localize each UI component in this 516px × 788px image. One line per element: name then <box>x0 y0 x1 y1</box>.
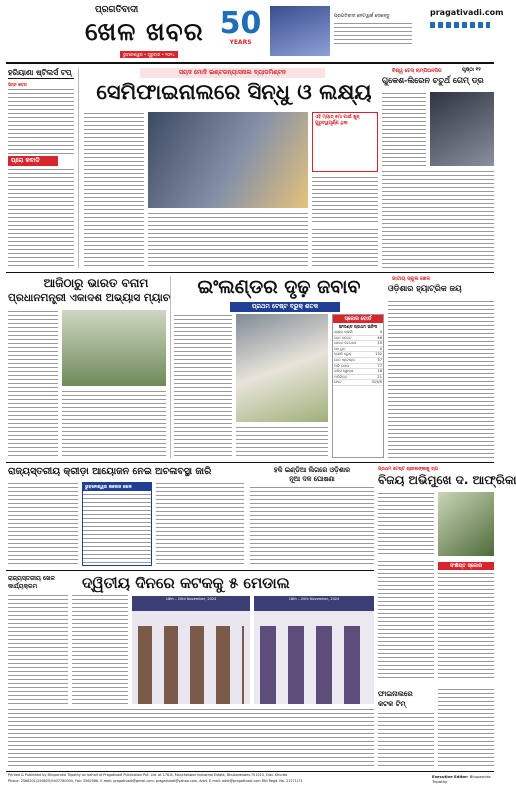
left-col-tag: ଭିନ୍ନ ଖବର <box>8 82 27 87</box>
scoreboard <box>332 314 384 458</box>
section-rule-1 <box>6 272 494 273</box>
medal-photo-2 <box>254 596 374 704</box>
publication-name: ପ୍ରଗତିବାଦୀ <box>95 5 139 15</box>
medal-text-2 <box>72 594 128 704</box>
scoreboard-table <box>333 330 383 386</box>
scoreboard-row <box>333 380 383 386</box>
scoreboard-runs: 10 <box>366 341 383 347</box>
promo-lines <box>334 22 412 46</box>
bottom-left-text-2 <box>156 482 244 566</box>
medal-kicker <box>8 575 78 591</box>
england-text-1 <box>174 314 232 458</box>
bottom-right-text <box>438 688 494 768</box>
section-rule-2 <box>6 462 494 463</box>
medal-headline: ଦ୍ୱିତୀୟ ଦିନରେ କଟକକୁ ୫ ମେଡାଲ <box>82 574 290 592</box>
pm-divider <box>170 276 171 458</box>
sa-strap: ପ୍ରଥମ ଟେଷ୍ଟ ଶ୍ରୀଲଙ୍କାକୁ ଚାପ <box>378 467 439 472</box>
scoreboard-title: ସ୍କୋର ବୋର୍ଡ <box>333 315 383 323</box>
footer-line-1: Printed & Published by Bhupendra Tripathy on behalf of Pragativadi Publication Pvt. Ltd. at 178-B, Mancheswar Industrial Estate, Bhubaneswar-751010, Dist. Khurda <box>8 773 288 777</box>
scoreboard-runs: 21 <box>366 374 383 380</box>
left-col-box-label: ପ୍ରୋ କବାଡି <box>8 156 58 166</box>
scoreboard-player: ଅତିରିକ୍ତ <box>333 374 366 380</box>
scoreboard-player: ଅଲି ପୋପ୍ <box>333 363 366 369</box>
scoreboard-runs: 77 <box>366 363 383 369</box>
footer-line-2: Phone: 2568201(256825)9437780000, Fax: 2582566, E-mail: pragativadi@gmail.com, pragativadi@yahoo.com, Advt. E-mail: advt@pragativadi.com RNI Regd. No. 21271/73 <box>8 779 303 783</box>
quote-box <box>312 112 378 172</box>
england-photo-brook <box>236 314 328 422</box>
scoreboard-runs: 132 <box>366 352 383 358</box>
scoreboard-player: ବେନ ଷ୍ଟୋକ୍ସ <box>333 357 366 363</box>
lead-text-col-1 <box>84 112 144 268</box>
medal-text-1 <box>8 594 68 704</box>
anniversary-label: YEARS <box>229 39 252 46</box>
sa-box-text <box>438 572 494 680</box>
lead-photo-sindhu <box>148 112 308 208</box>
scoreboard-player: ଜ୍ୟାକ୍ କ୍ରଲି <box>333 330 366 335</box>
scoreboard-subtitle: ଇଂଲଣ୍ଡ ପ୍ରଥମ ଇନିଂସ <box>338 324 378 329</box>
england-subhead: ପ୍ରଥମ ଟେଷ୍ଟ ବ୍ରୁକ୍ ଶତକ <box>230 302 340 312</box>
section-rule-3 <box>6 570 374 571</box>
quote-text: ଏହି ମ୍ୟାଚ୍ ମୋ ପାଇଁ ଖୁବ୍ ଗୁରୁତ୍ୱପୂର୍ଣ୍ଣ ଥିଲା <box>315 115 360 126</box>
promo-photo <box>270 6 330 56</box>
left-col-text-2 <box>8 168 74 268</box>
lead-headline: ସେମିଫାଇନାଲରେ ସିନ୍ଧୁ ଓ ଲକ୍ଷ୍ୟ <box>96 80 372 104</box>
hockey-headline-line-1: ହକି ଇଣ୍ଡିଆ ଲିଗରେ ଓଡ଼ିଶାର <box>273 466 351 474</box>
scoreboard-player: ଜୋ ରୁଟ <box>333 346 366 352</box>
hockey-text <box>250 486 374 566</box>
pm-headline-line-1: ଆଜିଠାରୁ ଭାରତ ବନାମ <box>43 276 149 290</box>
england-headline: ଇଂଲଣ୍ଡର ଦୃଢ଼ ଜବାବ <box>197 276 361 298</box>
medal-photo-1-people <box>138 626 244 704</box>
footer-editor-name: Bhupendra Tripathy <box>432 774 491 784</box>
lead-text-col-2 <box>148 212 308 268</box>
page-number: ପୃଷ୍ଠା ୧୨ <box>462 67 481 73</box>
scoreboard-runs: 0 <box>366 330 383 335</box>
hockey-headline-line-2: ନୂଆ ଦଳ ଘୋଷଣା <box>289 475 335 483</box>
promo-text: ପ୍ରଗତିବାଦୀ ନେଟୱାର୍କ ଦେଖନ୍ତୁ <box>334 14 390 19</box>
section-title: ଖେଳ ଖବର <box>85 17 204 46</box>
bottom-right-headline-line-1: ଫାଇନାଲରେ <box>378 690 413 698</box>
anniversary-number: 50 <box>219 6 262 41</box>
medal-photo-2-banner: 18th – 20th November, 2024 <box>288 597 340 601</box>
chess-tag: ବିଶ୍ୱ ଚେସ୍ ଚାମ୍ପିଅନସିପ <box>392 68 442 74</box>
sa-text-2 <box>378 560 434 680</box>
odisha-headline: ଓଡ଼ିଶାର ହ୍ୟାଟ୍ରିକ ଜୟ <box>388 284 462 293</box>
anniversary-logo <box>213 8 268 46</box>
bottom-left-headline: ରାଜ୍ୟସ୍ତରୀୟ କ୍ରୀଡ଼ା ଆୟୋଜନ ନେଇ ଅଚଳାବସ୍ଥା ଜାରି <box>8 466 212 477</box>
website[interactable]: pragativadi.com <box>430 8 504 17</box>
lead-text-col-3 <box>312 228 378 268</box>
medal-photo-2-people <box>260 626 368 704</box>
chess-photo <box>430 92 494 166</box>
odisha-tag: ଜାତୀୟ ସ୍କୁଲ ଖେଳ <box>392 276 431 282</box>
dateline: ଭୁବନେଶ୍ୱର • ଗୁରୁବାର • ୨୦୨୪ <box>120 51 178 58</box>
masthead-rule <box>6 62 494 64</box>
scoreboard-player: ବେନ ଡକେଟ <box>333 335 366 341</box>
bottom-right-text-2 <box>378 712 434 768</box>
sa-headline: ବିଜୟ ଅଭିମୁଖେ ଦ. ଆଫ୍ରିକା <box>378 473 516 487</box>
left-col-headline: ହରିୟାଣା ଷ୍ଟିଲର୍ସ ଟପ୍ <box>8 68 72 77</box>
left-col-rule <box>8 78 74 79</box>
scoreboard-runs: 319/5 <box>366 380 383 386</box>
scoreboard-player: କ୍ରିସ ୱୋକ୍ସ <box>333 369 366 375</box>
pm-text-1 <box>8 310 58 458</box>
scoreboard-player: ମୋଟ <box>333 380 366 386</box>
sa-photo <box>438 492 494 556</box>
left-col-divider <box>78 68 79 268</box>
social-icons <box>430 22 490 28</box>
odisha-text <box>388 300 494 458</box>
pm-text-2 <box>62 390 166 458</box>
sa-box-label: ସଂକ୍ଷିପ୍ତ ସ୍କୋର <box>438 562 494 570</box>
pm-photo-practice <box>62 310 166 386</box>
scoreboard-runs: 18 <box>366 369 383 375</box>
scoreboard-player: ହ୍ୟାରି ବ୍ରୁକ୍ <box>333 352 366 358</box>
bottom-left-box <box>82 482 152 566</box>
chess-text-2 <box>382 170 494 268</box>
footer-editor-label: Executive Editor: <box>432 774 469 779</box>
chess-text-1 <box>382 92 426 166</box>
bottom-right-headline-line-2: କଟକ ଟିମ୍ <box>378 700 406 708</box>
lead-strap: ସୟଦ ମୋଦି ଇଣ୍ଟରନ୍ୟାସନାଲ ବ୍ୟାଡମିଣ୍ଟନ <box>140 68 325 78</box>
footer-editor <box>432 774 496 784</box>
pm-headline-line-2: ପ୍ରଧାନମନ୍ତ୍ରୀ ଏକାଦଶ ଅଭ୍ୟାସ ମ୍ୟାଚ <box>8 292 171 304</box>
quote-followup-text <box>312 176 378 224</box>
footer-rule <box>6 771 494 772</box>
chess-headline: ଗୁକେଶ-ଲିରେନ ଚତୁର୍ଥ ଗେମ୍ ଡ୍ର <box>382 76 484 85</box>
scoreboard-runs: 0 <box>366 346 383 352</box>
medal-photo-1 <box>132 596 250 704</box>
left-col-text-1 <box>8 88 74 154</box>
scoreboard-runs: 37 <box>366 357 383 363</box>
bottom-left-box-tag: ଭୁବନେଶ୍ୱର କଲେଜ ଖେଳ <box>83 483 151 491</box>
medal-kicker-line-1: ରାଜ୍ୟସ୍ତରୀୟ ଖେଳ <box>8 575 55 582</box>
bottom-left-text-1 <box>8 482 78 566</box>
medal-kicker-line-2: କାର୍ଯ୍ୟକ୍ରମ <box>8 583 38 590</box>
scoreboard-player: ଜେକବ ବେଥେଲ <box>333 341 366 347</box>
bottom-left-box-text <box>83 493 151 565</box>
medal-photo-1-banner: 18th – 20th November, 2024 <box>165 597 217 601</box>
sa-text-1 <box>378 492 434 556</box>
scoreboard-runs: 46 <box>366 335 383 341</box>
medal-text-3 <box>8 708 374 768</box>
england-text-2 <box>236 426 328 458</box>
